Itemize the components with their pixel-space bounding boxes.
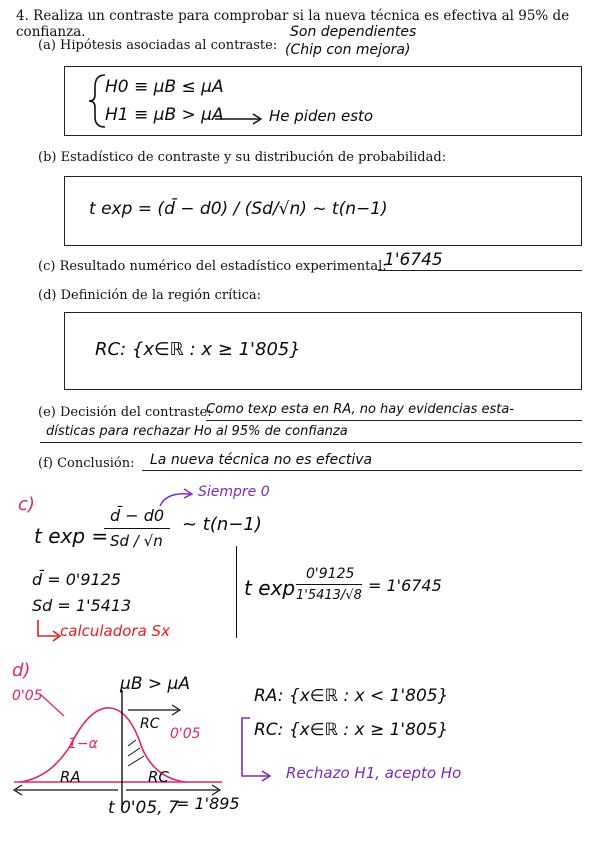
rc-arrow-label: RC xyxy=(148,768,169,786)
frac-bar xyxy=(104,528,170,529)
one-minus-alpha: 1−α xyxy=(68,736,98,752)
a-note-dependent: Son dependientes xyxy=(290,24,417,40)
t-critical-name: t 0'05, 7 xyxy=(108,798,179,818)
notes-c-label: c) xyxy=(18,494,35,515)
frac-denominator: Sd / √n xyxy=(110,532,163,550)
bracket-arrow-icon xyxy=(234,714,274,784)
hypothesis-h0: H0 ≡ μB ≤ μA xyxy=(105,77,224,97)
dbar-value: d̄ = 0'9125 xyxy=(32,570,122,589)
rc-set: RC: {x∈ℝ : x ≥ 1'805} xyxy=(254,720,449,740)
divider-vertical xyxy=(236,546,237,638)
test-statistic: t exp = (d̄ − d0) / (Sd/√n) ~ t(n−1) xyxy=(89,199,388,219)
decision-line-1: Como texp esta en RA, no hay evidencias esta- xyxy=(206,402,515,417)
final-decision: Rechazo H1, acepto Ho xyxy=(286,764,462,782)
siempre-note: Siempre 0 xyxy=(198,484,270,500)
answer-box-b xyxy=(64,176,582,246)
part-a-label: (a) Hipótesis asociadas al contraste: xyxy=(38,38,278,53)
part-d-label: (d) Definición de la región crítica: xyxy=(38,288,262,303)
part-f-label: (f) Conclusión: xyxy=(38,456,135,471)
texp-eval-lhs: t exp xyxy=(244,576,296,600)
texp-lhs: t exp = xyxy=(34,524,109,548)
a-note-chip: (Chip con mejora) xyxy=(285,42,411,58)
hypothesis-short: μB > μA xyxy=(120,674,190,694)
calculator-note: calculadora Sx xyxy=(60,622,170,640)
hypothesis-h1: H1 ≡ μB > μA xyxy=(105,105,224,125)
conclusion-text: La nueva técnica no es efectiva xyxy=(150,452,373,468)
part-e-label: (e) Decisión del contraste: xyxy=(38,405,212,420)
question-title: 4. Realiza un contraste para comprobar si la nueva técnica es efectiva al 95% de confianza. xyxy=(16,8,570,40)
answer-box-d xyxy=(64,312,582,390)
notes-d-label: d) xyxy=(12,660,31,681)
eval-result: = 1'6745 xyxy=(368,576,442,595)
eval-frac-bar xyxy=(296,584,362,585)
rc-top-label: RC xyxy=(140,716,160,732)
answer-line-f xyxy=(142,470,582,471)
h1-note: He piden esto xyxy=(269,107,374,125)
answer-line-e1 xyxy=(206,420,582,421)
c-value: 1'6745 xyxy=(384,250,443,270)
arrow-right-icon xyxy=(215,113,265,125)
part-b-label: (b) Estadístico de contraste y su distribución de probabilidad: xyxy=(38,150,447,165)
eval-numerator: 0'9125 xyxy=(306,566,355,582)
eval-denominator: 1'5413/√8 xyxy=(296,588,362,603)
critical-region: RC: {x∈ℝ : x ≥ 1'805} xyxy=(95,339,301,360)
answer-box-a xyxy=(64,66,582,136)
ra-arrow-label: RA xyxy=(60,768,81,786)
t-critical-value: = 1'895 xyxy=(176,794,240,813)
decision-line-2: dísticas para rechazar Ho al 95% de confianza xyxy=(46,424,348,439)
answer-line-c xyxy=(378,270,582,271)
answer-line-e2 xyxy=(40,442,582,443)
frac-numerator: d̄ − d0 xyxy=(110,506,165,525)
sd-value: Sd = 1'5413 xyxy=(32,596,132,615)
curved-arrow-icon xyxy=(156,486,196,508)
distribution: ~ t(n−1) xyxy=(182,514,262,535)
part-c-label: (c) Resultado numérico del estadístico experimental: xyxy=(38,259,387,274)
alpha-left-label: 0'05 xyxy=(12,688,43,704)
handwritten-notes xyxy=(0,480,600,848)
ra-set: RA: {x∈ℝ : x < 1'805} xyxy=(254,686,449,706)
alpha-right-label: 0'05 xyxy=(170,726,201,742)
